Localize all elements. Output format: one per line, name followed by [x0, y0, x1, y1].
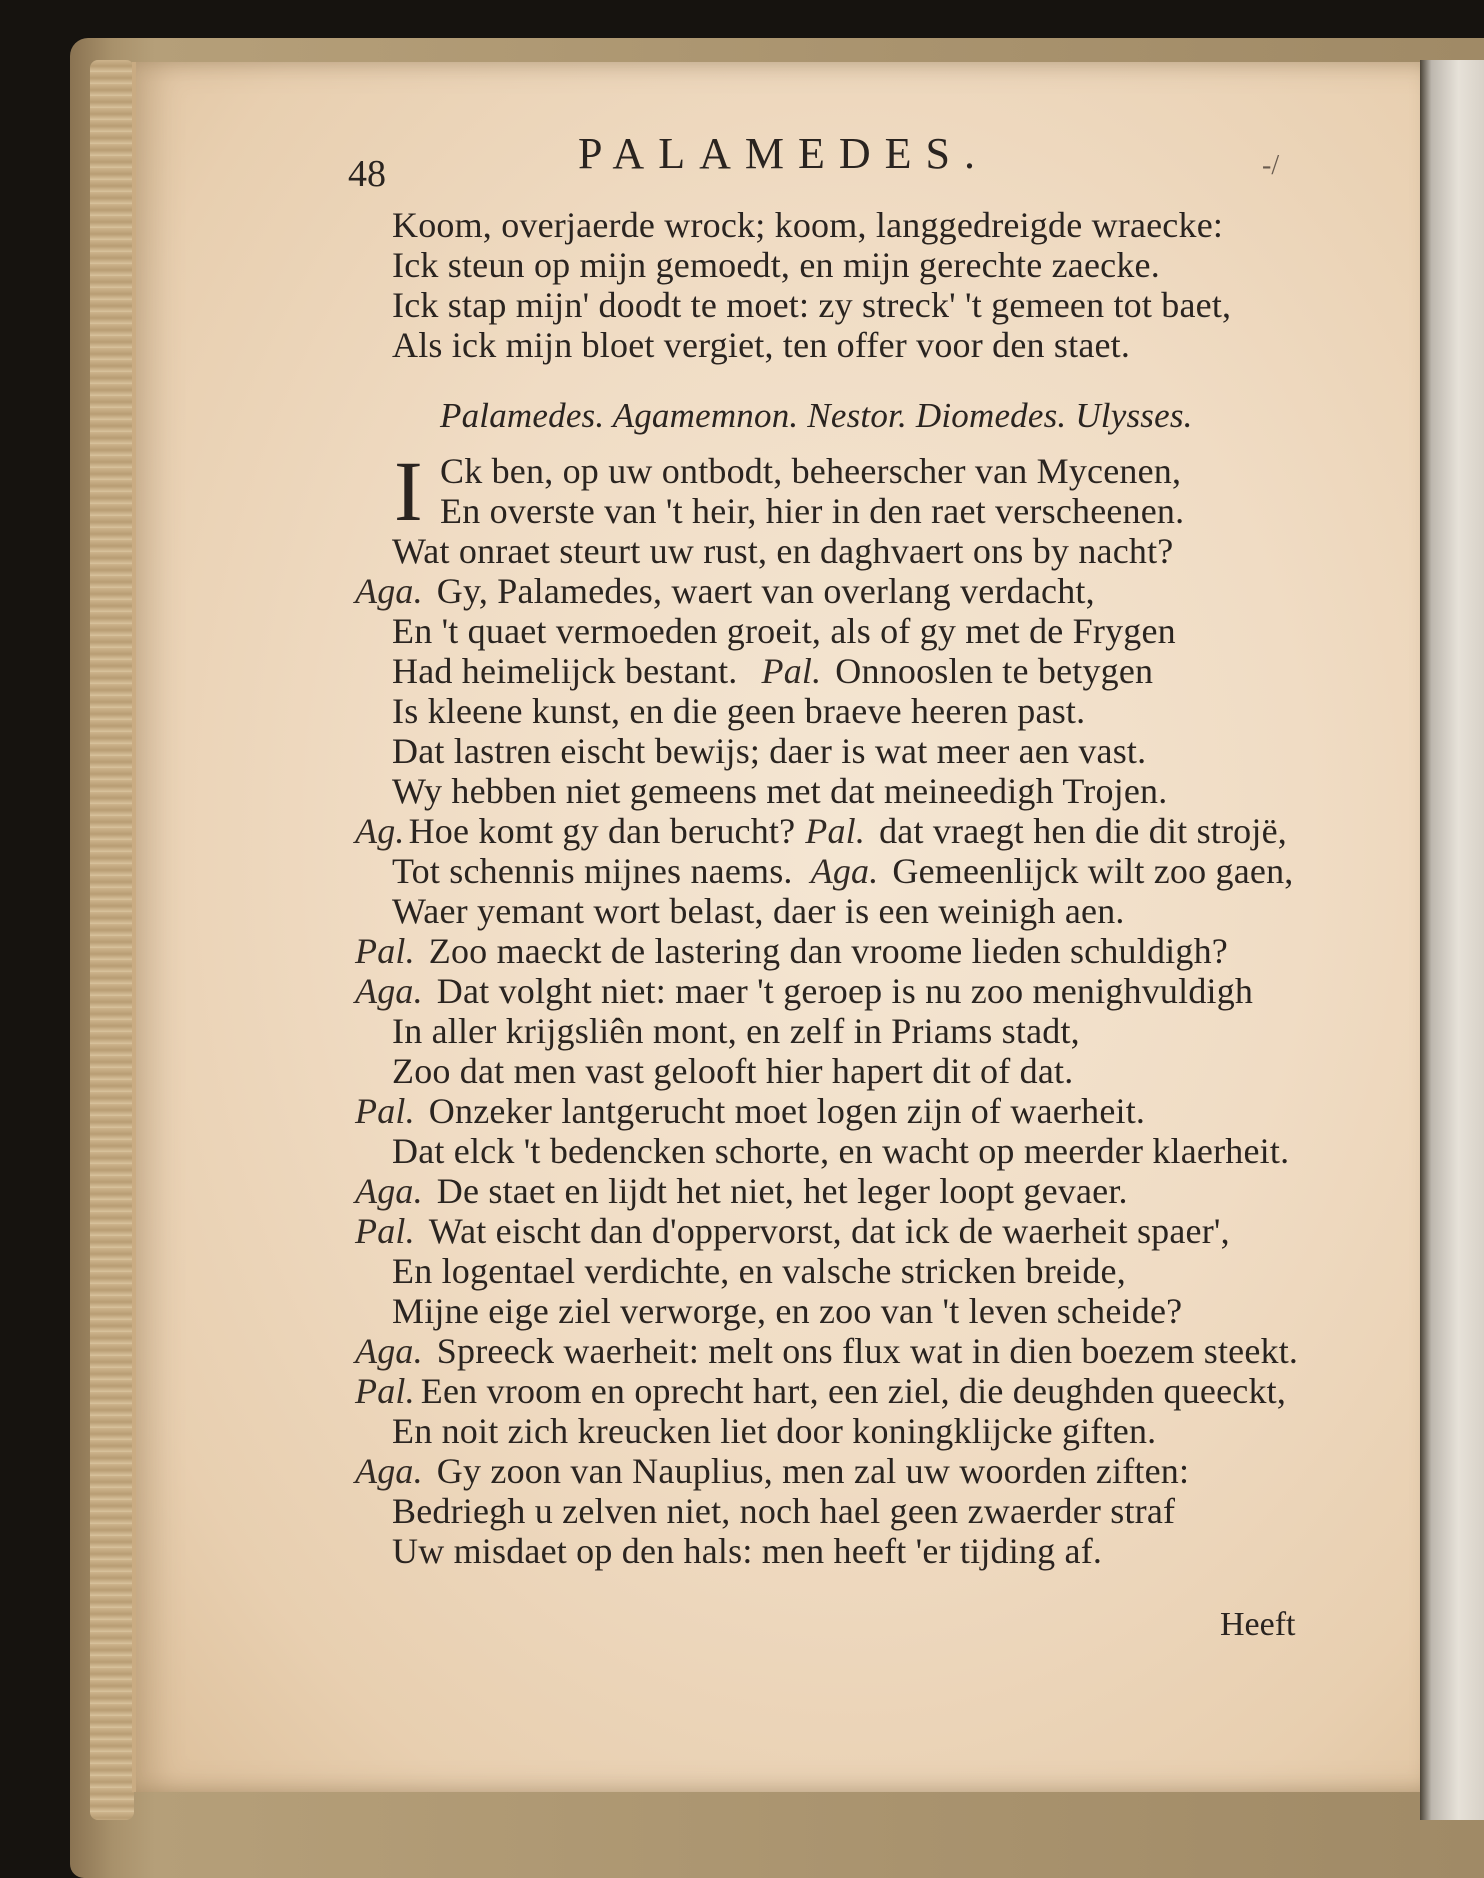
speaker-label: Pal. — [355, 1371, 415, 1411]
running-title: PALAMEDES. — [578, 129, 989, 178]
dialogue-line — [392, 610, 1176, 652]
dialogue-line — [392, 1010, 1080, 1052]
dialogue-line — [392, 770, 1167, 812]
speaker-label: Ag. — [355, 811, 405, 851]
dialogue-line — [355, 1330, 1298, 1372]
line-text: Wat onraet steurt uw rust, en daghvaert ons by nacht? — [392, 531, 1174, 571]
line-text: In aller krijgsliên mont, en zelf in Priams stadt, — [392, 1011, 1080, 1051]
line-text: Bedriegh u zelven niet, noch hael geen zwaerder straf — [392, 1491, 1176, 1531]
line-text: Spreeck waerheit: melt ons flux wat in dien boezem steekt. — [436, 1331, 1299, 1371]
line-text: Onnooslen te betygen — [835, 651, 1154, 691]
dialogue-line — [355, 1210, 1230, 1252]
dialogue-line — [392, 1530, 1102, 1572]
margin-mark: -/ — [1262, 150, 1280, 181]
speaker-label: Aga. — [355, 971, 423, 1011]
dialogue-line — [392, 890, 1125, 932]
dialogue-line — [392, 1050, 1073, 1092]
dialogue-line — [355, 1450, 1189, 1492]
dialogue-line — [355, 1170, 1128, 1212]
line-text: Wy hebben niet gemeens met dat meineedigh Trojen. — [392, 771, 1168, 811]
speaker-label: Pal. — [355, 1211, 415, 1251]
dialogue-line — [392, 1250, 1126, 1292]
dialogue-line — [355, 1370, 1286, 1412]
line-text: Dat elck 't bedencken schorte, en wacht op meerder klaerheit. — [392, 1131, 1290, 1171]
line-text: Mijne eige ziel verworge, en zoo van 't leven scheide? — [392, 1291, 1183, 1331]
drop-cap: I — [394, 443, 423, 539]
line-text: Een vroom en oprecht hart, een ziel, die deughden queeckt, — [420, 1371, 1287, 1411]
dialogue-line — [392, 690, 1085, 732]
catchword: Heeft — [1220, 1606, 1296, 1643]
line-text: Dat lastren eischt bewijs; daer is wat meer aen vast. — [392, 731, 1147, 771]
line-text: En noit zich kreucken liet door koningklijcke giften. — [392, 1411, 1157, 1451]
speaker-label: Aga. — [355, 1331, 423, 1371]
line-text: Uw misdaet op den hals: men heeft 'er tijding af. — [392, 1531, 1103, 1571]
speaker-label: Pal. — [355, 931, 415, 971]
scene-heading: Palamedes. Agamemnon. Nestor. Diomedes. Ulysses. — [440, 396, 1193, 435]
line-text: Waer yemant wort belast, daer is een weinigh aen. — [392, 891, 1125, 931]
line-text: Wat eischt dan d'oppervorst, dat ick de waerheit spaer', — [428, 1211, 1230, 1251]
speaker-label: Pal. — [805, 811, 866, 851]
verse-line: Ick stap mijn' doodt te moet: zy streck' 't gemeen tot baet, — [392, 285, 1232, 325]
page-number: 48 — [348, 153, 386, 195]
dialogue-line — [355, 930, 1228, 972]
dialogue-line — [440, 450, 1181, 492]
line-text: Zoo maeckt de lastering dan vroome lieden schuldigh? — [428, 931, 1228, 971]
dialogue-line — [355, 810, 1287, 852]
line-text: Gemeenlijck wilt zoo gaen, — [892, 851, 1294, 891]
dialogue-line — [392, 1410, 1156, 1452]
dialogue-line — [355, 970, 1253, 1012]
line-text: En logentael verdichte, en valsche stricken breide, — [392, 1251, 1126, 1291]
line-text: De staet en lijdt het niet, het leger loopt gevaer. — [436, 1171, 1128, 1211]
speaker-label: Aga. — [355, 1171, 423, 1211]
speaker-label: Aga. — [355, 1451, 423, 1491]
line-text: Tot schennis mijnes naems. — [392, 851, 793, 891]
line-text: Gy zoon van Nauplius, men zal uw woorden ziften: — [436, 1451, 1190, 1491]
dialogue-line — [392, 1490, 1175, 1532]
line-text: En 't quaet vermoeden groeit, als of gy met de Frygen — [392, 611, 1176, 651]
line-text: Ck ben, op uw ontbodt, beheerscher van Mycenen, — [440, 451, 1182, 491]
dialogue-line — [392, 650, 1153, 692]
dialogue-line — [355, 570, 1095, 612]
dialogue-line — [392, 1130, 1289, 1172]
speaker-label: Aga. — [810, 851, 879, 891]
dialogue-line — [355, 1090, 1145, 1132]
line-text: Gy, Palamedes, waert van overlang verdacht, — [436, 571, 1095, 611]
verse-line: Als ick mijn bloet vergiet, ten offer voor den staet. — [392, 325, 1131, 365]
line-text: Had heimelijck bestant. — [392, 651, 738, 691]
verse-line: Koom, overjaerde wrock; koom, langgedreigde wraecke: — [392, 205, 1224, 245]
verse-line: Ick steun op mijn gemoedt, en mijn gerechte zaecke. — [392, 245, 1160, 285]
dialogue-line — [392, 850, 1293, 892]
dialogue-line — [392, 730, 1146, 772]
line-text: Onzeker lantgerucht moet logen zijn of waerheit. — [428, 1091, 1146, 1131]
line-text: Zoo dat men vast gelooft hier hapert dit of dat. — [392, 1051, 1074, 1091]
line-text: En overste van 't heir, hier in den raet verscheenen. — [440, 491, 1185, 531]
line-text: Dat volght niet: maer 't geroep is nu zoo menighvuldigh — [436, 971, 1254, 1011]
dialogue-line — [392, 530, 1173, 572]
speaker-label: Aga. — [355, 571, 423, 611]
line-text: Is kleene kunst, en die geen braeve heeren past. — [392, 691, 1086, 731]
line-text: dat vraegt hen die dit strojë, — [879, 811, 1287, 851]
speaker-label: Pal. — [761, 651, 822, 691]
dialogue-line — [392, 1290, 1182, 1332]
dialogue-line — [440, 490, 1184, 532]
speaker-label: Pal. — [355, 1091, 415, 1131]
line-text: Hoe komt gy dan berucht? — [408, 811, 796, 851]
